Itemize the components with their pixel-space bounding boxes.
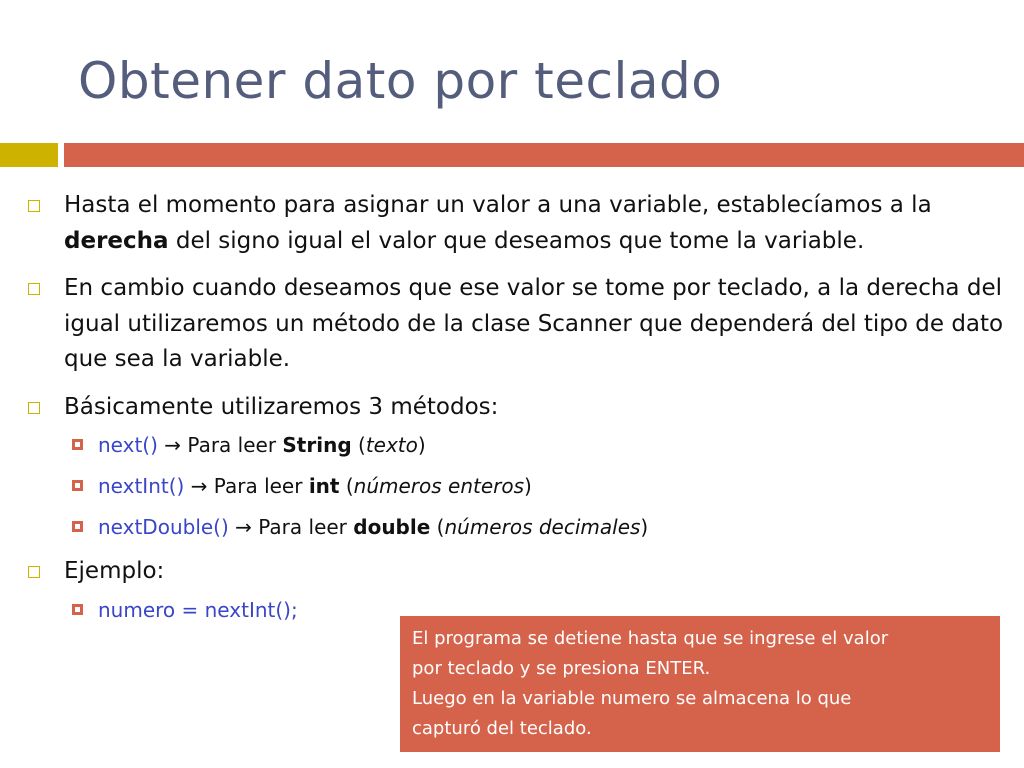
box-bullet-icon [28,402,40,414]
bullet-text: del signo igual el valor que deseamos que tome la variable. [168,227,865,254]
method-type: double [353,515,431,539]
note-line: capturó del teclado. [412,718,592,739]
box-bullet-icon [28,200,40,212]
accent-bar-red [64,143,1024,167]
method-type: String [282,433,352,457]
method-hint: números enteros [353,474,525,498]
bullet-text: En cambio cuando deseamos que ese valor se tome por teclado, a la derecha del igual utilizaremos un método de la clase Scanner que dependerá del tipo de dato que sea la variable. [64,275,1004,372]
method-name: nextInt() [98,474,185,498]
arrow-right-icon: → [235,515,252,539]
method-item-nextdouble [26,513,1006,541]
bullet-assign-value [26,188,1006,259]
paren-close: ) [524,474,532,498]
bullet-text: Básicamente utilizaremos 3 métodos: [64,393,499,420]
bullet-methods [26,390,1006,426]
note-callout-box [400,616,1000,752]
square-bullet-icon [72,480,83,491]
square-bullet-icon [72,604,83,615]
box-bullet-icon [28,566,40,578]
square-bullet-icon [72,521,83,532]
method-hint: texto [365,433,418,457]
arrow-right-icon: → [190,474,208,498]
method-name: nextDouble() [98,515,229,539]
method-name: next() [98,433,158,457]
bullet-example [26,554,1006,590]
method-item-next [26,431,1006,459]
arrow-right-icon: → [164,433,182,457]
method-desc: Para leer [181,433,283,457]
paren-open: ( [430,515,445,539]
square-bullet-icon [72,439,83,450]
slide-content [26,188,1006,637]
method-item-nextint [26,472,1006,500]
method-type: int [308,474,340,498]
method-desc: Para leer [207,474,309,498]
note-line: El programa se detiene hasta que se ingrese el valor [412,628,889,649]
bullet-bold-text: derecha [64,227,169,254]
paren-open: ( [339,474,354,498]
method-hint: números decimales [444,515,641,539]
paren-open: ( [351,433,366,457]
method-desc: Para leer [251,515,354,539]
slide-title: Obtener dato por teclado [78,52,723,110]
box-bullet-icon [28,283,40,295]
bullet-text: Hasta el momento para asignar un valor a una variable, establecíamos a la [64,192,932,218]
accent-bar-yellow [0,143,58,167]
example-code-text: numero = nextInt(); [98,597,298,622]
paren-close: ) [640,515,649,539]
note-line: por teclado y se presiona ENTER. [412,658,711,679]
note-line: Luego en la variable numero se almacena lo que [412,688,852,709]
paren-close: ) [417,433,426,457]
bullet-text: Ejemplo: [64,558,165,584]
bullet-keyboard-input [26,271,1006,378]
